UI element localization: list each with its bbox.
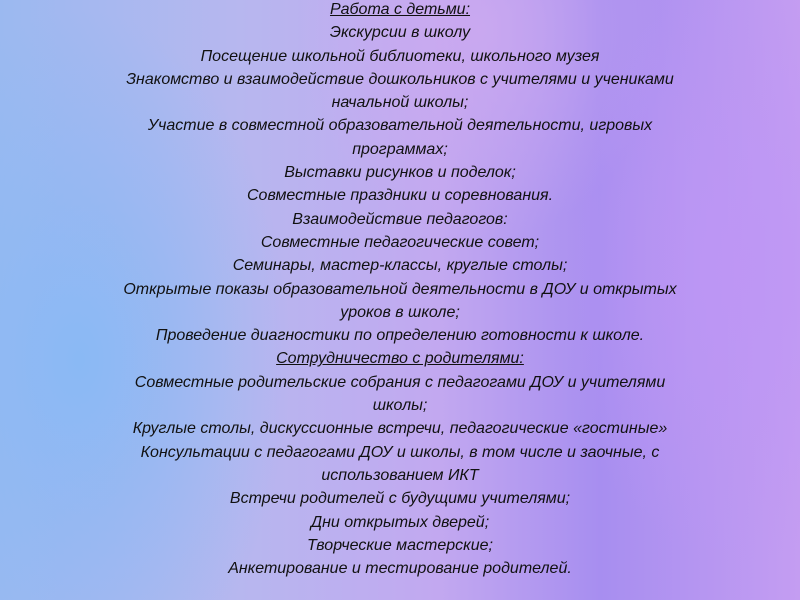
text-line: Семинары, мастер-классы, круглые столы; [232,257,568,275]
text-line: Участие в совместной образовательной деятельности, игровых [147,117,653,135]
text-line: школы; [372,397,428,415]
text-line: Экскурсии в школу [329,24,471,42]
text-line: Совместные родительские собрания с педагогами ДОУ и учителями [134,373,666,391]
text-line: использованием ИКТ [321,466,479,484]
text-line: Знакомство и взаимодействие дошкольников с учителями и учениками [126,70,674,88]
text-line: Дни открытых дверей; [310,513,490,531]
text-line: Круглые столы, дискуссионные встречи, педагогические «гостиные» [132,420,668,438]
text-line: Проведение диагностики по определению готовности к школе. [155,327,645,345]
text-line: Совместные праздники и соревнования. [246,187,554,205]
text-line: Анкетирование и тестирование родителей. [228,560,572,578]
text-line: Открытые показы образовательной деятельности в ДОУ и открытых [123,280,677,298]
text-line: Посещение школьной библиотеки, школьного музея [200,47,600,65]
text-line: начальной школы; [331,94,469,112]
text-line: программах; [352,140,448,158]
text-line: Совместные педагогические совет; [260,233,540,251]
text-line: Выставки рисунков и поделок; [284,164,516,182]
text-line: Творческие мастерские; [307,536,493,554]
text-line: Встречи родителей с будущими учителями; [229,490,571,508]
section-heading-parents: Сотрудничество с родителями: [276,350,524,368]
text-line: уроков в школе; [340,303,460,321]
text-line: Консультации с педагогами ДОУ и школы, в том числе и заочные, с [140,443,660,461]
section-heading-children: Работа с детьми: [329,1,471,18]
section-heading-teachers: Взаимодействие педагогов: [292,210,508,228]
